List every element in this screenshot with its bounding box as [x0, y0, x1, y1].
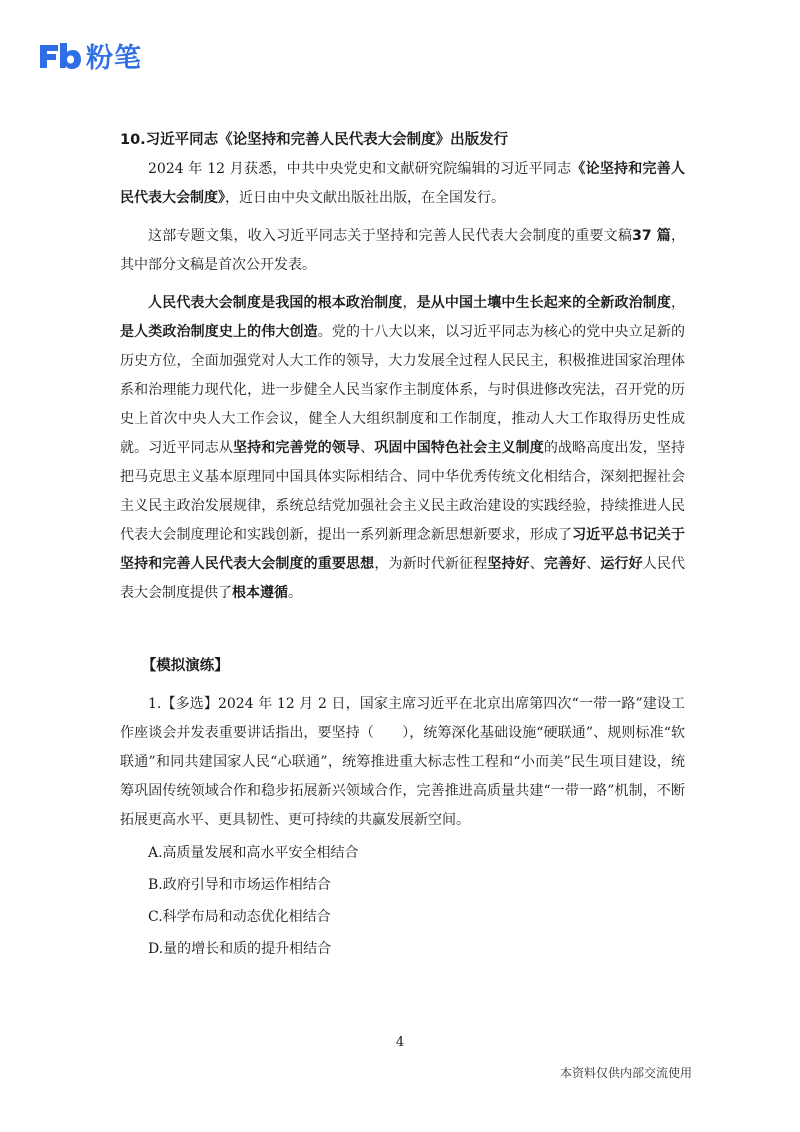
paragraph-2: 这部专题文集，收入习近平同志关于坚持和完善人民代表大会制度的重要文稿37 篇，其中部分文稿是首次公开发表。 [120, 228, 686, 273]
question-text: 1.【多选】2024 年 12 月 2 日，国家主席习近平在北京出席第四次“一带一路”建设工作座谈会并发表重要讲话指出，要坚持（ ），统筹深化基础设施“硬联通”、规则标准“软联通”和同共建国家人民“心联通”，统筹推进重大标志性工程和“小而美”民生项目建设，统筹巩固传统领域合作和稳步拓展新兴领域合作，完善推进高质量共建“一带一路”机制，不断拓展更高水平、更具韧性、更可持续的共赢发展新空间。 [120, 696, 685, 828]
option-d: D.量的增长和质的提升相结合 [148, 941, 332, 957]
practice-section-title: 【模拟演练】 [141, 658, 229, 674]
brand-name: 粉笔 [86, 43, 142, 74]
document-body [120, 126, 685, 963]
brand-logo [38, 36, 142, 75]
article-heading: 10.习近平同志《论坚持和完善人民代表大会制度》出版发行 [120, 132, 509, 148]
option-a: A.高质量发展和高水平安全相结合 [148, 845, 359, 861]
fb-logo-icon [38, 41, 82, 71]
paragraph-3: 人民代表大会制度是我国的根本政治制度，是从中国土壤中生长起来的全新政治制度，是人类政治制度史上的伟大创造。党的十八大以来，以习近平同志为核心的党中央立足新的历史方位，全面加强党对人大工作的领导，大力发展全过程人民民主，积极推进国家治理体系和治理能力现代化，进一步健全人民当家作主制度体系，与时俱进修改宪法，召开党的历史上首次中央人大工作会议，健全人大组织制度和工作制度，推动人大工作取得历史性成就。习近平同志从坚持和完善党的领导、巩固中国特色社会主义制度的战略高度出发，坚持把马克思主义基本原理同中国具体实际相结合、同中华优秀传统文化相结合，深刻把握社会主义民主政治发展规律，系统总结党加强社会主义民主政治建设的实践经验，持续推进人民代表大会制度理论和实践创新，提出一系列新理念新思想新要求，形成了习近平总书记关于坚持和完善人民代表大会制度的重要思想，为新时代新征程坚持好、完善好、运行好人民代表大会制度提供了根本遵循。 [120, 295, 686, 601]
option-c: C.科学布局和动态优化相结合 [148, 909, 331, 925]
option-b: B.政府引导和市场运作相结合 [148, 877, 331, 893]
paragraph-1: 2024 年 12 月获悉，中共中央党史和文献研究院编辑的习近平同志《论坚持和完善人民代表大会制度》，近日由中央文献出版社出版，在全国发行。 [120, 161, 685, 206]
footer-note: 本资料仅供内部交流使用 [559, 1066, 692, 1080]
page-number: 4 [395, 1035, 405, 1050]
